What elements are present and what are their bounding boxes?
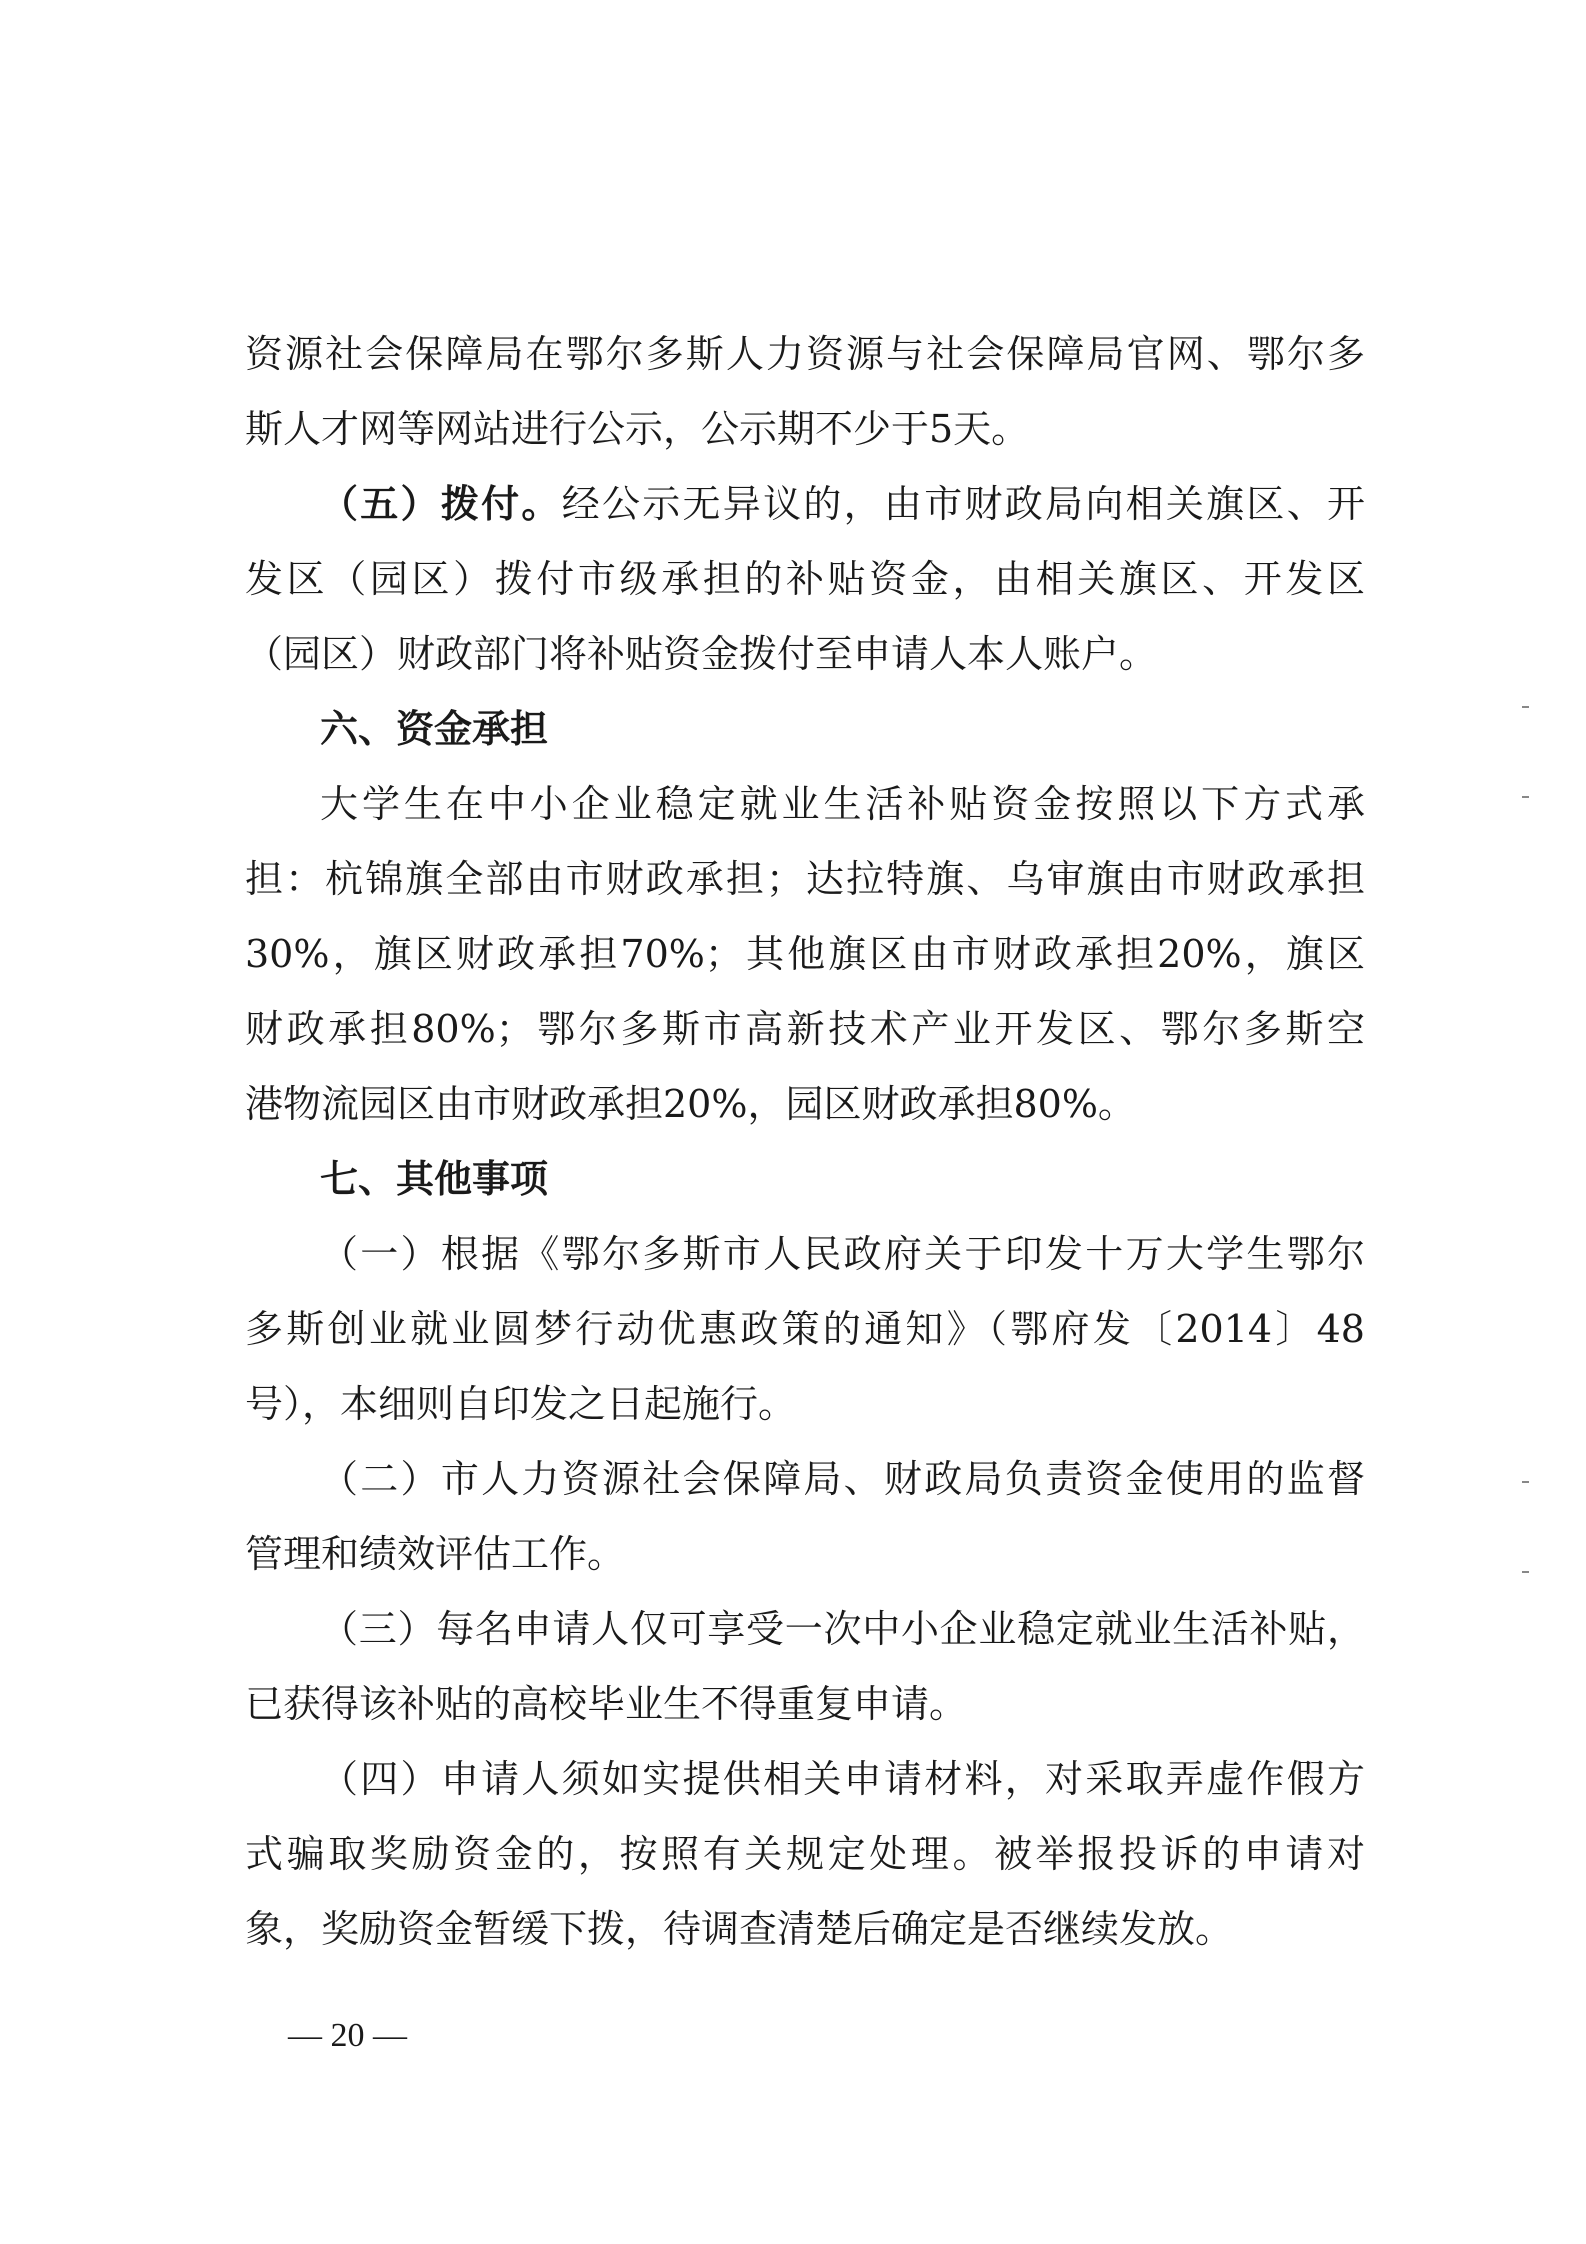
paragraph-line: （四）申请人须如实提供相关申请材料，对采取弄虚作假方: [320, 1757, 1365, 1801]
paragraph-line: 多斯创业就业圆梦行动优惠政策的通知》（鄂府发〔2014〕48: [245, 1307, 1365, 1351]
paragraph-line: （三）每名申请人仅可享受一次中小企业稳定就业生活补贴，: [320, 1607, 1365, 1651]
paragraph-line: [320, 480, 1365, 528]
paragraph-line: 担：杭锦旗全部由市财政承担；达拉特旗、乌审旗由市财政承担: [245, 857, 1365, 901]
section-heading: 六、资金承担: [320, 706, 549, 751]
section-heading: 七、其他事项: [320, 1156, 549, 1201]
paragraph-line: （二）市人力资源社会保障局、财政局负责资金使用的监督: [320, 1457, 1365, 1501]
paragraph-line: 管理和绩效评估工作。: [245, 1532, 626, 1576]
scan-mark: [1522, 1481, 1529, 1483]
scan-mark: [1522, 796, 1529, 798]
paragraph-line: 财政承担80%；鄂尔多斯市高新技术产业开发区、鄂尔多斯空: [245, 1007, 1365, 1051]
paragraph-line: 发区（园区）拨付市级承担的补贴资金，由相关旗区、开发区: [245, 557, 1365, 601]
paragraph-line: （一）根据《鄂尔多斯市人民政府关于印发十万大学生鄂尔: [320, 1232, 1365, 1276]
paragraph-line: 大学生在中小企业稳定就业生活补贴资金按照以下方式承: [320, 782, 1365, 826]
paragraph-line: 港物流园区由市财政承担20%，园区财政承担80%。: [245, 1082, 1136, 1126]
paragraph-line: 30%，旗区财政承担70%；其他旗区由市财政承担20%，旗区: [245, 932, 1365, 976]
paragraph-line: （园区）财政部门将补贴资金拨付至申请人本人账户。: [245, 632, 1158, 676]
paragraph-line: 象，奖励资金暂缓下拨，待调查清楚后确定是否继续发放。: [245, 1907, 1234, 1951]
paragraph-line: 式骗取奖励资金的，按照有关规定处理。被举报投诉的申请对: [245, 1832, 1365, 1876]
page-number: — 20 —: [288, 2017, 407, 2054]
paragraph-line: 斯人才网等网站进行公示，公示期不少于5天。: [245, 407, 1030, 451]
scan-mark: [1522, 1571, 1529, 1573]
paragraph-text: 经公示无异议的，由市财政局向相关旗区、开: [561, 482, 1365, 526]
paragraph-line: 资源社会保障局在鄂尔多斯人力资源与社会保障局官网、鄂尔多: [245, 332, 1365, 376]
scan-mark: [1522, 706, 1529, 708]
subsection-label: （五）拨付。: [320, 481, 562, 526]
paragraph-line: 号），本细则自印发之日起施行。: [245, 1382, 797, 1426]
paragraph-line: 已获得该补贴的高校毕业生不得重复申请。: [245, 1682, 968, 1726]
